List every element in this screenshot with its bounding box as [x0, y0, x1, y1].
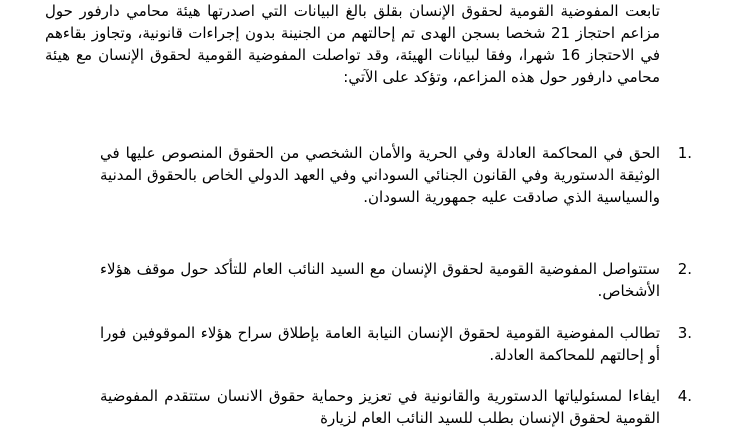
list-item-text: تطالب المفوضية القومية لحقوق الإنسان النيابة العامة بإطلاق سراح هؤلاء الموقوفين فورا أو إحالتهم للمحاكمة العادلة.: [100, 324, 660, 364]
list-item: [100, 258, 692, 302]
list-item-text: ستتواصل المفوضية القومية لحقوق الإنسان مع السيد النائب العام للتأكد حول موقف هؤلاء الأشخاص.: [100, 260, 660, 300]
list-item-text: الحق في المحاكمة العادلة وفي الحرية والأمان الشخصي من الحقوق المنصوص عليها في الوثيقة الدستورية وفي القانون الجنائي السوداني وفي العهد الدولي الخاص بالحقوق المدنية والسياسية الذي صادقت عليه جمهورية السودان.: [100, 144, 660, 206]
list-item-text: ايفاءا لمسئولياتها الدستورية والقانونية في تعزيز وحماية حقوق الانسان ستتقدم المفوضية القومية لحقوق الإنسان بطلب للسيد النائب العام لزيارة: [100, 387, 660, 427]
list-item-number: 2.: [677, 260, 692, 278]
list-item: [100, 385, 692, 429]
intro-paragraph: تابعت المفوضية القومية لحقوق الإنسان بقلق بالغ البيانات التي اصدرتها هيئة محامي دارفور حول مزاعم احتجاز 21 شخصا بسجن الهدى تم إحالتهم من الجنينة بدون إجراءات قانونية، وتجاوز بقاءهم في الاحتجاز 16 شهرا، وفقا لبيانات الهيئة، وقد تواصلت المفوضية القومية لحقوق الإنسان مع هيئة محامي دارفور حول هذه المزاعم، وتؤكد على الآتي:: [45, 2, 661, 86]
list-item: [100, 322, 692, 366]
list-item-number: 1.: [677, 144, 692, 162]
list-item: [100, 142, 692, 208]
list-item-number: 4.: [677, 387, 692, 405]
list-item-number: 3.: [677, 324, 692, 342]
